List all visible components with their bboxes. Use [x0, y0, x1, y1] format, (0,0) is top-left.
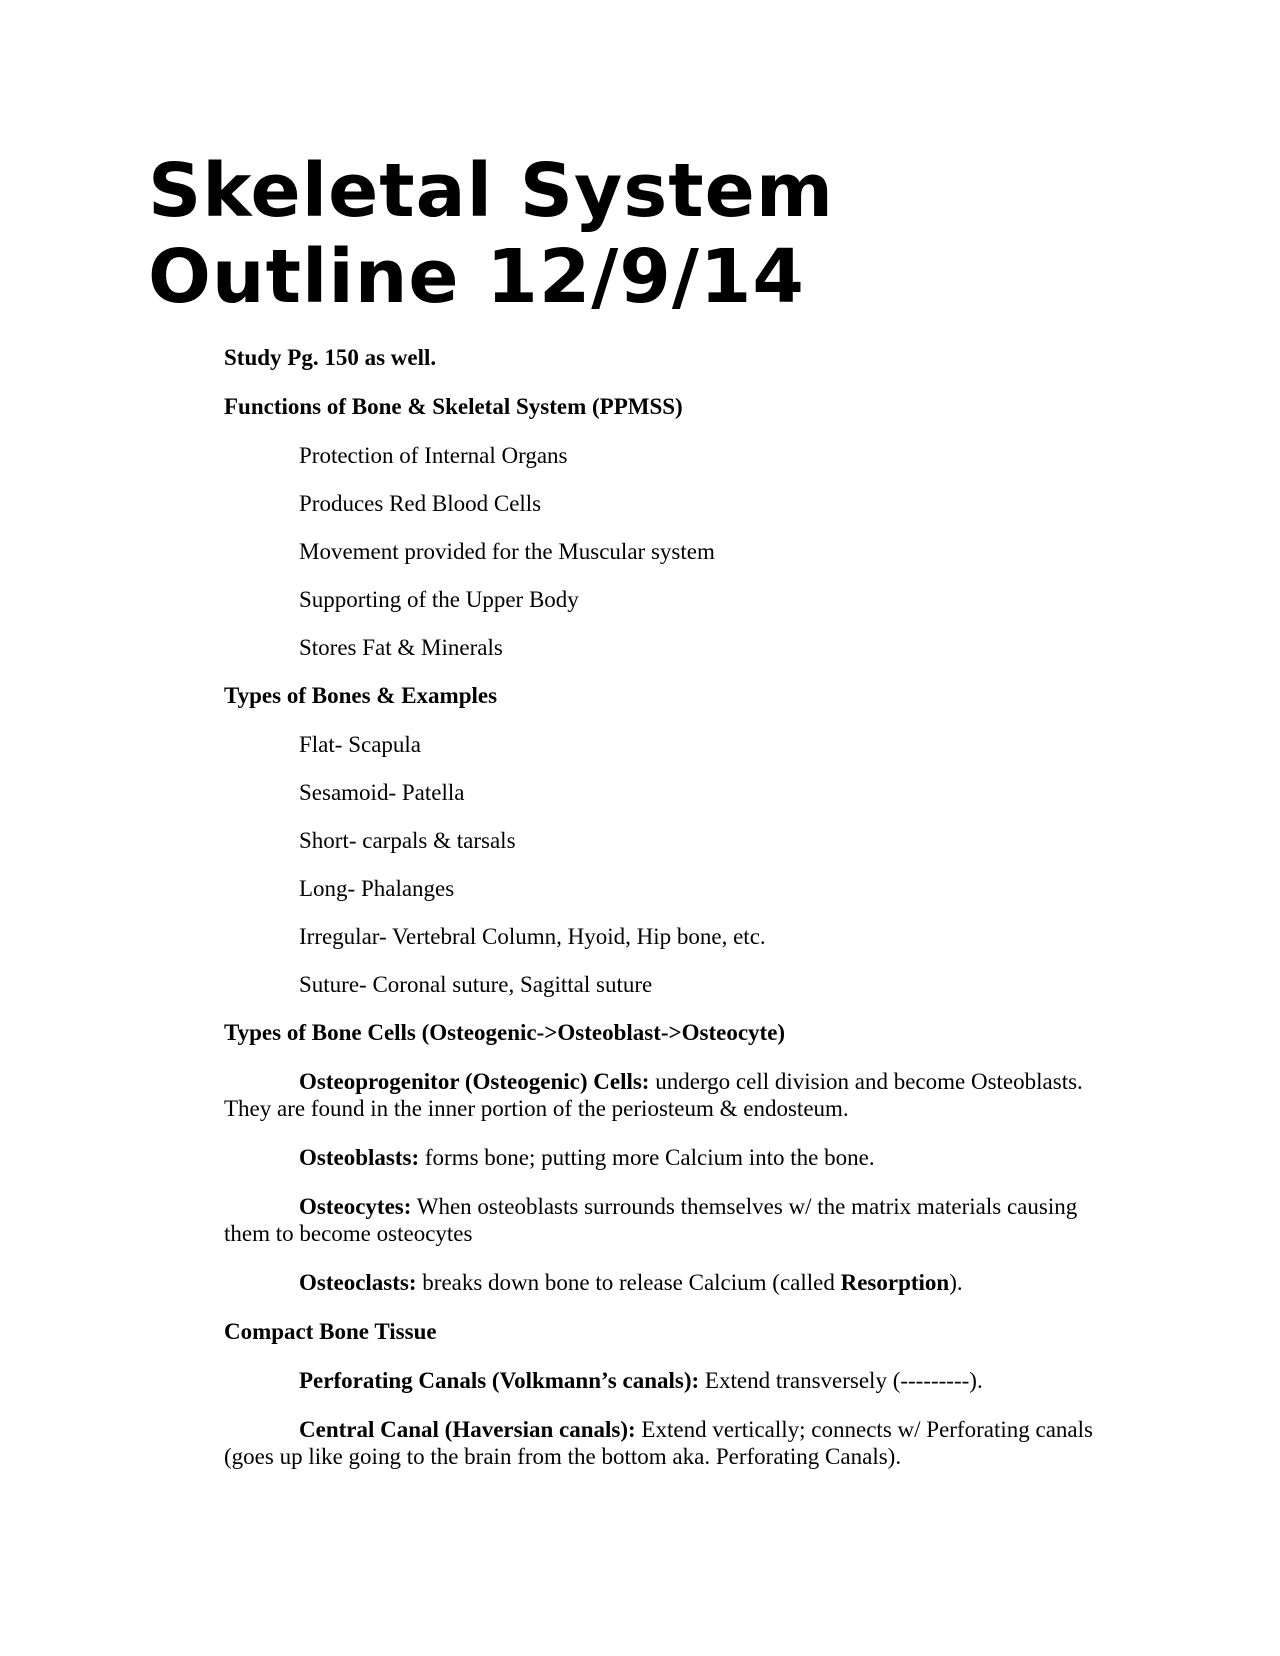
function-item: Movement provided for the Muscular system: [299, 539, 715, 564]
function-item: Produces Red Blood Cells: [299, 491, 542, 516]
osteocytes-term: Osteocytes:: [299, 1194, 412, 1219]
perforating-canals-text: Extend transversely (---------).: [699, 1368, 983, 1393]
central-canal-text: Extend vertically; connects w/ Perforating canals (goes up like going to the brain from the bottom aka. Perforating Canals).: [224, 1417, 1093, 1469]
perforating-canals-term: Perforating Canals (Volkmann’s canals):: [299, 1368, 700, 1393]
document-body: [224, 344, 1104, 1492]
central-canal-term: Central Canal (Haversian canals):: [299, 1417, 636, 1442]
osteoclasts-paragraph: [224, 1269, 1104, 1296]
osteoprogenitor-term: Osteoprogenitor (Osteogenic) Cells:: [299, 1069, 650, 1094]
osteocytes-text: When osteoblasts surrounds themselves w/ the matrix materials causing them to become osteocytes: [224, 1194, 1078, 1246]
bone-type-item: Irregular- Vertebral Column, Hyoid, Hip bone, etc.: [299, 924, 766, 949]
function-item: Stores Fat & Minerals: [299, 635, 503, 660]
osteoblasts-term: Osteoblasts:: [299, 1145, 420, 1170]
bone-type-item: Suture- Coronal suture, Sagittal suture: [299, 972, 653, 997]
compact-bone-heading: Compact Bone Tissue: [224, 1319, 437, 1344]
resorption-emphasis: Resorption: [840, 1270, 950, 1295]
functions-heading: Functions of Bone & Skeletal System (PPMSS): [224, 394, 683, 419]
perforating-canals-paragraph: [224, 1367, 1104, 1394]
title-line-2: Outline 12/9/14: [148, 234, 805, 320]
osteocytes-paragraph: [224, 1193, 1104, 1247]
osteoprogenitor-paragraph: [224, 1068, 1104, 1122]
study-note: Study Pg. 150 as well.: [224, 345, 437, 370]
bone-types-heading: Types of Bones & Examples: [224, 683, 498, 708]
osteoblasts-paragraph: [224, 1144, 1104, 1171]
bone-type-item: Flat- Scapula: [299, 732, 421, 757]
osteoclasts-tail: ).: [949, 1270, 963, 1295]
osteoclasts-term: Osteoclasts:: [299, 1270, 417, 1295]
osteoclasts-text: breaks down bone to release Calcium (called: [416, 1270, 841, 1295]
bone-type-item: Sesamoid- Patella: [299, 780, 465, 805]
function-item: Protection of Internal Organs: [299, 443, 568, 468]
document-title: [148, 148, 1148, 320]
title-line-1: Skeletal System: [148, 148, 834, 234]
osteoprogenitor-text: undergo cell division and become Osteoblasts. They are found in the inner portion of the periosteum & endosteum.: [224, 1069, 1083, 1121]
osteoblasts-text: forms bone; putting more Calcium into the bone.: [419, 1145, 875, 1170]
central-canal-paragraph: [224, 1416, 1104, 1470]
bone-type-item: Long- Phalanges: [299, 876, 455, 901]
bone-cells-heading: Types of Bone Cells (Osteogenic->Osteoblast->Osteocyte): [224, 1020, 786, 1045]
function-item: Supporting of the Upper Body: [299, 587, 579, 612]
bone-type-item: Short- carpals & tarsals: [299, 828, 516, 853]
